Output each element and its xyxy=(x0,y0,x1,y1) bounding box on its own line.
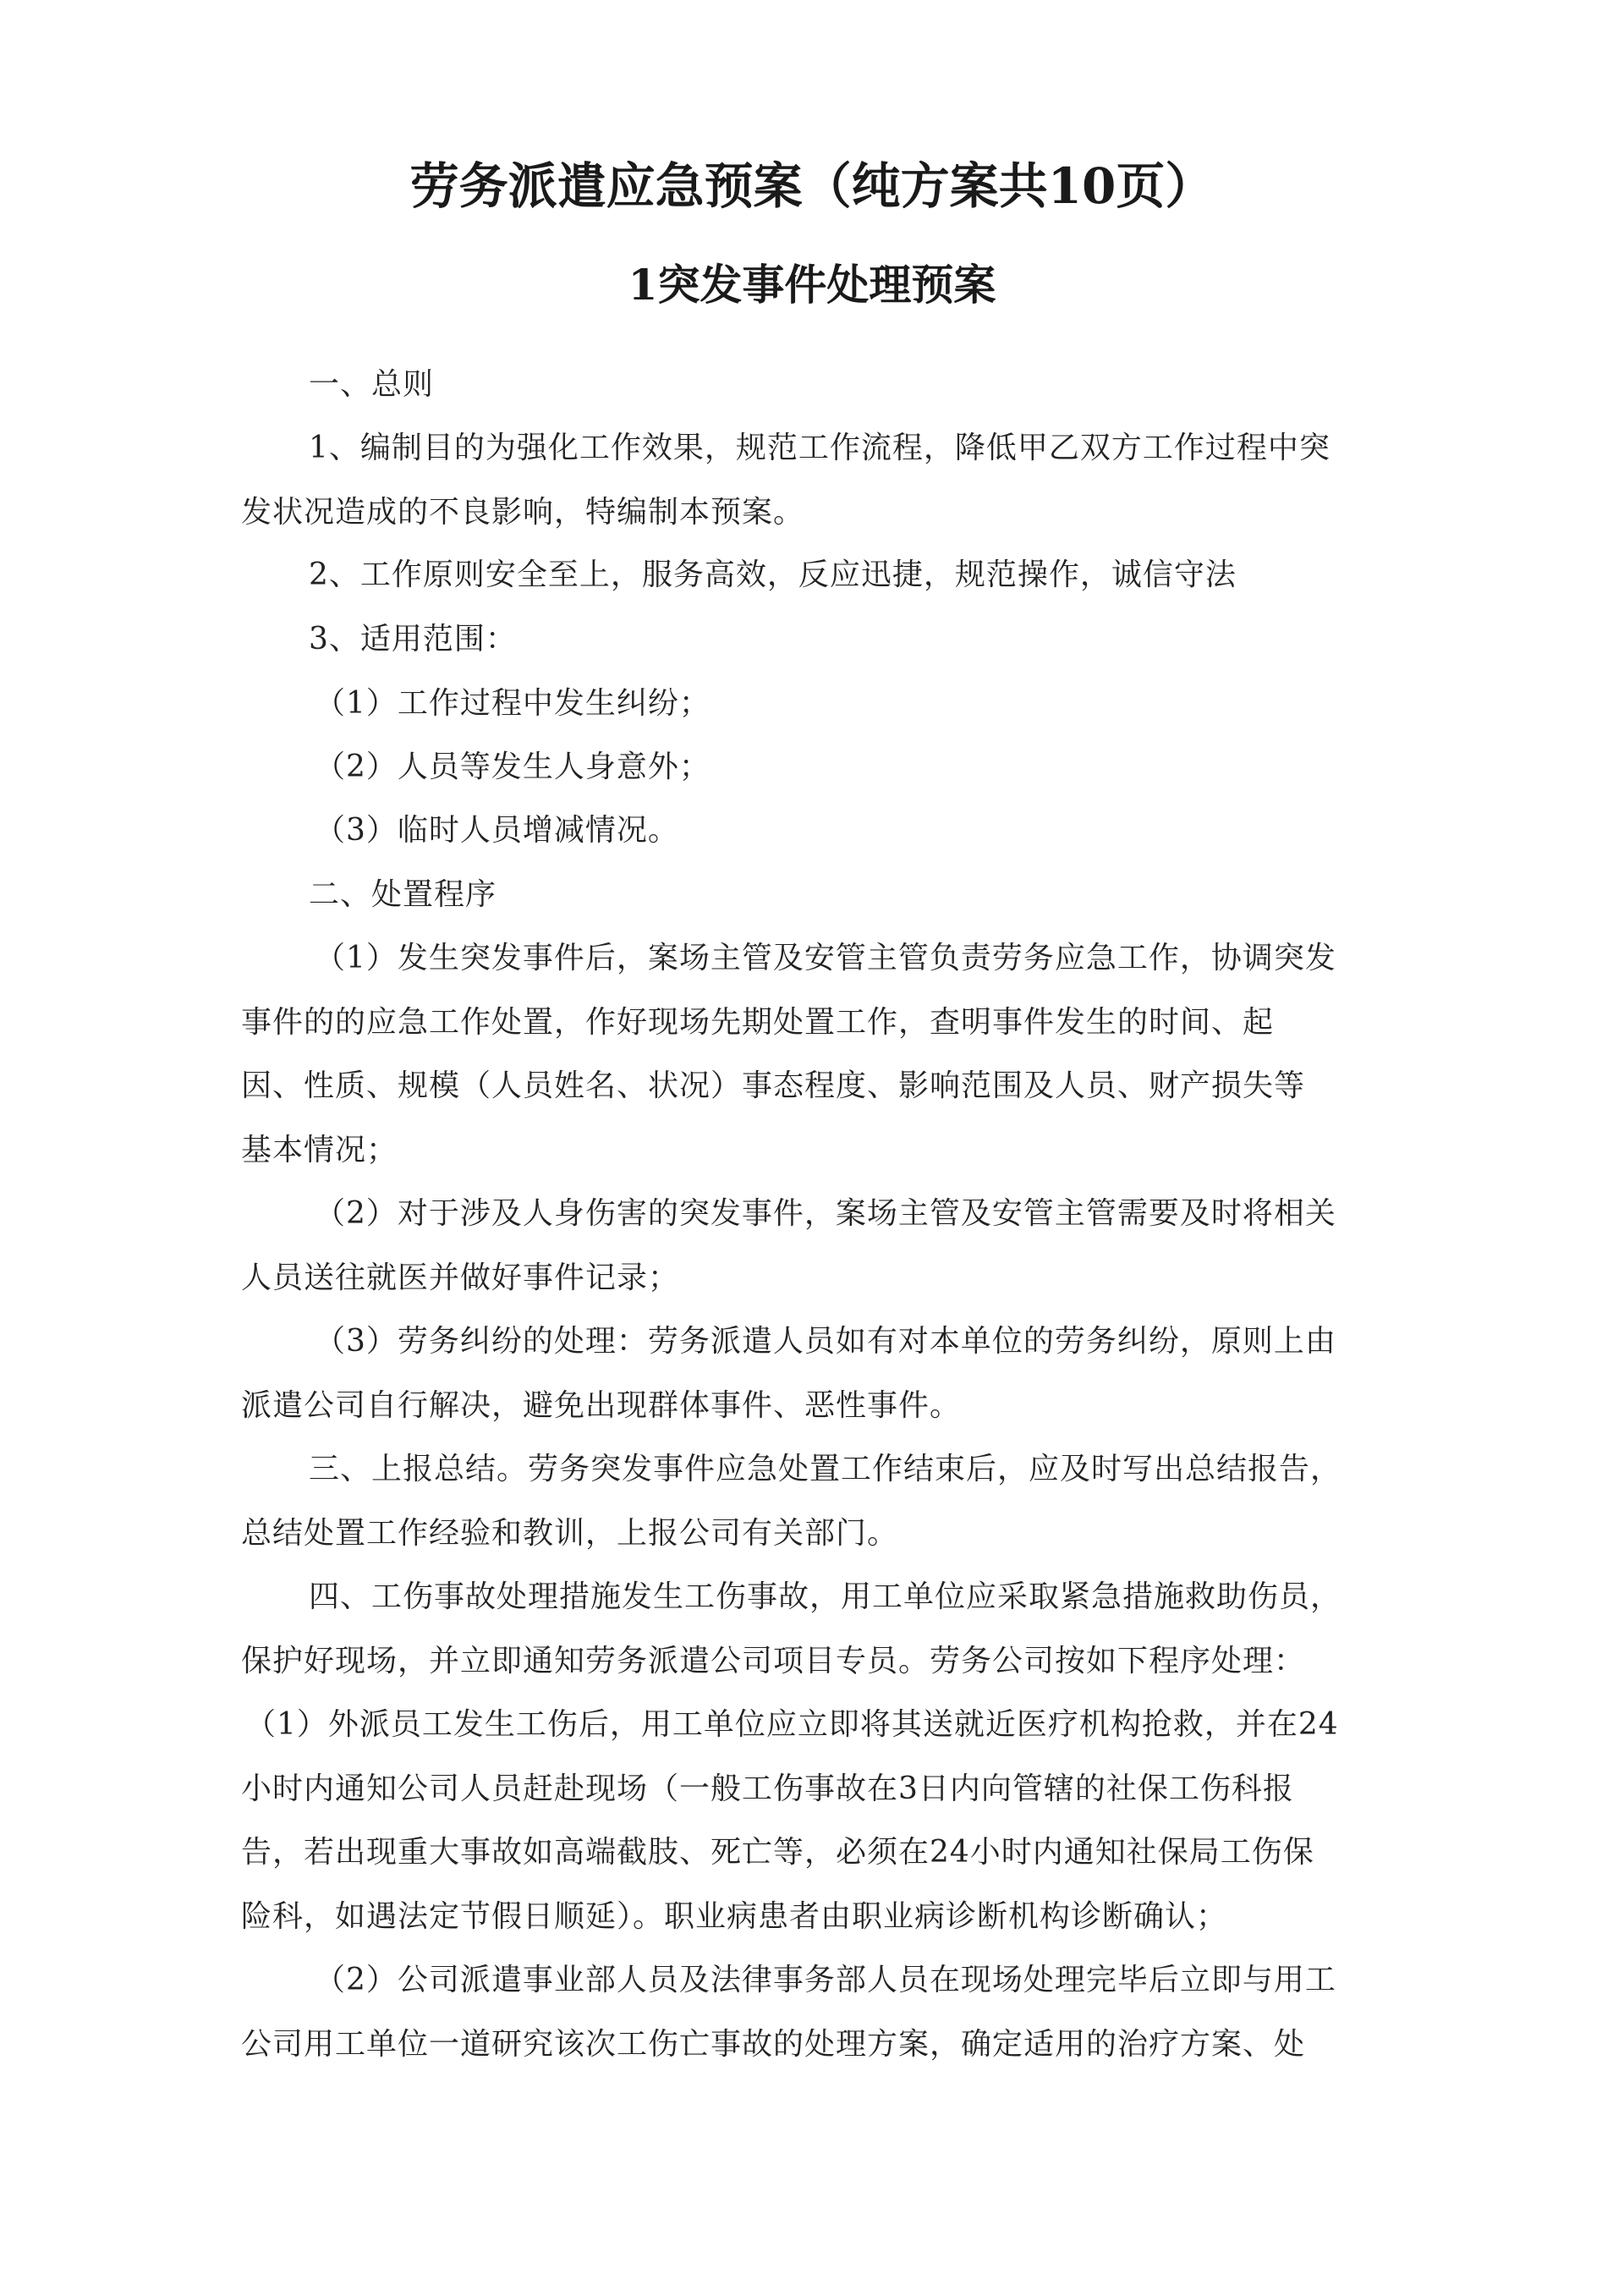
document-title: 劳务派遣应急预案（纯方案共10页） xyxy=(409,157,1215,215)
paragraph-line: 人员送往就医并做好事件记录； xyxy=(241,1261,680,1295)
paragraph-line: 告，若出现重大事故如高端截肢、死亡等，必须在24小时内通知社保局工伤保 xyxy=(241,1835,1314,1870)
paragraph-line: 事件的的应急工作处置，作好现场先期处置工作，查明事件发生的时间、起 xyxy=(241,1005,1275,1040)
paragraph-line: 基本情况； xyxy=(241,1133,398,1167)
paragraph-line: 四、工伤事故处理措施发生工伤事故，用工单位应采取紧急措施救助伤员， xyxy=(309,1579,1342,1614)
paragraph-line: 三、上报总结。劳务突发事件应急处置工作结束后，应及时写出总结报告， xyxy=(309,1452,1342,1486)
paragraph-line: 公司用工单位一道研究该次工伤亡事故的处理方案，确定适用的治疗方案、处 xyxy=(241,2027,1306,2062)
paragraph-line: 保护好现场，并立即通知劳务派遣公司项目专员。劳务公司按如下程序处理： xyxy=(241,1644,1306,1678)
paragraph-line: （2）对于涉及人身伤害的突发事件，案场主管及安管主管需要及时将相关 xyxy=(315,1196,1336,1231)
paragraph-line: 总结处置工作经验和教训，上报公司有关部门。 xyxy=(241,1516,899,1551)
heading-procedure: 二、处置程序 xyxy=(309,877,497,912)
list-item: （2）人员等发生人身意外； xyxy=(315,750,710,784)
paragraph-line: 2、工作原则安全至上，服务高效，反应迅捷，规范操作，诚信守法 xyxy=(309,558,1237,592)
list-item: （3）临时人员增减情况。 xyxy=(315,813,679,848)
paragraph-line: 险科，如遇法定节假日顺延）。职业病患者由职业病诊断机构诊断确认； xyxy=(241,1899,1228,1934)
section-title: 1突发事件处理预案 xyxy=(628,260,996,310)
heading-general: 一、总则 xyxy=(309,367,435,402)
paragraph-line: 派遣公司自行解决，避免出现群体事件、恶性事件。 xyxy=(241,1388,962,1423)
paragraph-line: 发状况造成的不良影响，特编制本预案。 xyxy=(241,495,805,530)
paragraph-line: （2）公司派遣事业部人员及法律事务部人员在现场处理完毕后立即与用工 xyxy=(315,1963,1336,1997)
paragraph-line: 1、编制目的为强化工作效果，规范工作流程，降低甲乙双方工作过程中突 xyxy=(309,431,1330,465)
paragraph-line: （1）发生突发事件后，案场主管及安管主管负责劳务应急工作，协调突发 xyxy=(315,941,1336,975)
paragraph-line: 3、适用范围： xyxy=(309,622,517,656)
paragraph-line: （1）外派员工发生工伤后，用工单位应立即将其送就近医疗机构抢救，并在24 xyxy=(245,1707,1339,1742)
paragraph-line: 小时内通知公司人员赶赴现场（一般工伤事故在3日内向管辖的社保工伤科报 xyxy=(241,1771,1294,1806)
paragraph-line: 因、性质、规模（人员姓名、状况）事态程度、影响范围及人员、财产损失等 xyxy=(241,1068,1306,1103)
paragraph-line: （3）劳务纠纷的处理：劳务派遣人员如有对本单位的劳务纠纷，原则上由 xyxy=(315,1324,1336,1359)
list-item: （1）工作过程中发生纠纷； xyxy=(315,686,710,721)
